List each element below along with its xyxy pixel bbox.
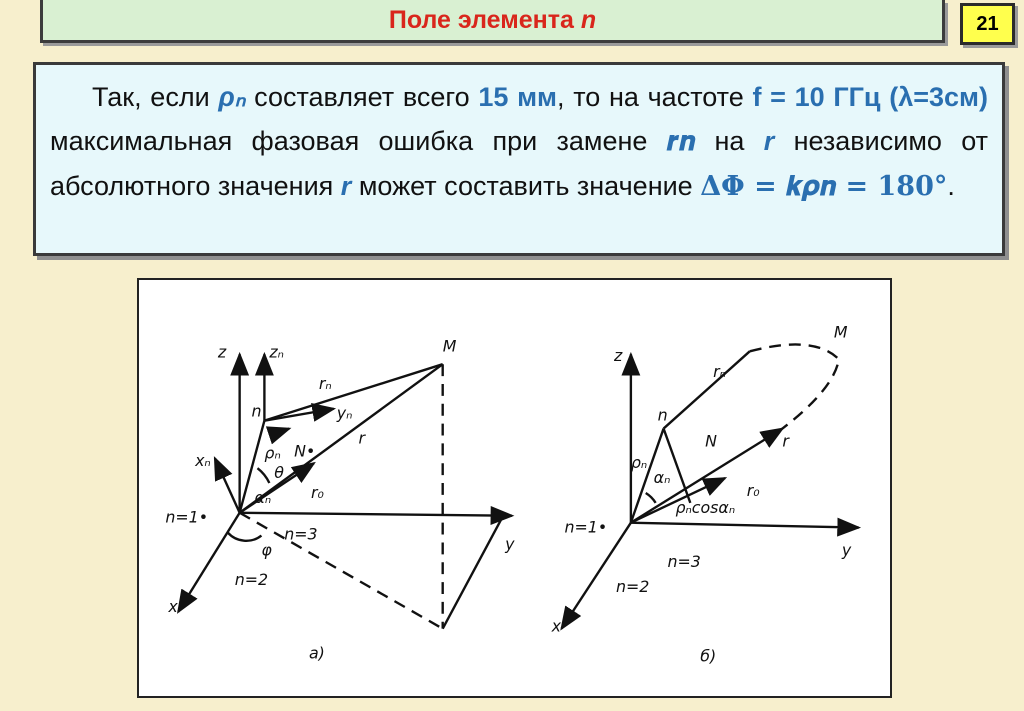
angle-label-alpha-n-right: αₙ [653,468,671,488]
element-label-n1: n=1• [165,507,209,527]
point-label-n-field: N• [294,441,316,461]
title-variable: n [580,5,597,34]
point-label-n: n [251,401,262,421]
geometry-figure [137,278,892,698]
element-label-n2-right: n=2 [616,577,650,596]
point-label-n-right: n [657,405,668,425]
left-labels [165,336,515,662]
point-label-m: M [442,336,457,356]
axis-label-z: z [217,342,227,362]
projection-label: ρₙcosαₙ [675,497,736,517]
text-part: . [947,171,955,201]
text-part: независимо от абсолютного значения [50,126,988,201]
vector-label-rho-n: ρₙ [264,443,281,463]
vector-label-rn-right: rₙ [713,362,726,382]
axis-label-x: x [168,596,178,616]
angle-label-theta: θ [274,463,284,483]
slide-number: 21 [976,12,999,35]
axis-label-xn: xₙ [195,451,211,471]
right-diagram [562,344,859,628]
size-value: 15 мм [478,82,558,112]
vector-label-r: r [358,428,366,448]
slide-title [389,6,596,35]
main-paragraph [50,75,988,209]
axis-label-z-right: z [614,346,623,366]
vector-label-r0-right: r₀ [746,480,760,500]
point-label-m-right: M [833,322,848,342]
title-bar [40,0,945,43]
element-label-n3-right: n=3 [667,552,701,572]
angle-label-phi: φ [261,540,272,560]
vector-label-r-right: r [782,431,789,451]
axis-label-yn: yₙ [336,403,353,423]
text-part: может составить значение [351,171,701,201]
title-main-text: Поле элемента [388,5,581,34]
text-part: на [695,126,764,156]
r-n-symbol: 𝒓𝒏 [666,126,696,157]
text-part: Так, если [92,82,219,112]
text-part: составляет всего [245,82,479,112]
r-symbol: r [763,126,775,156]
axis-label-y: y [505,534,515,554]
slide-number-badge [960,3,1015,45]
axis-label-x-right: x [551,616,562,636]
rho-n-symbol: ρₙ [218,82,246,112]
caption-a: а) [308,643,325,663]
text-box [33,62,1005,256]
angle-label-alpha-n: αₙ [254,487,272,507]
element-label-n2: n=2 [234,570,269,590]
vector-label-rho-n-right: ρₙ [630,453,648,473]
element-label-n1-right: n=1• [564,517,608,537]
geometry-diagram [139,280,890,696]
r-symbol: r [340,171,352,201]
phase-error-formula: ΔΦ = 𝒌𝝆𝒏 = 𝟏𝟖𝟎° [700,171,948,202]
axis-label-zn: zₙ [269,342,284,362]
point-label-n-field-right: N [705,431,718,451]
vector-label-r0: r₀ [310,482,324,502]
frequency-value: f = 10 ГГц (λ=3см) [752,82,988,112]
vector-label-rn: rₙ [318,373,332,393]
left-diagram [178,354,512,628]
caption-b: б) [700,646,717,666]
element-label-n3: n=3 [284,524,318,544]
right-labels [551,322,852,665]
text-part: , то на частоте [557,82,753,112]
text-part: максимальная фазовая ошибка при замене [50,126,667,156]
axis-label-y-right: y [841,540,852,560]
